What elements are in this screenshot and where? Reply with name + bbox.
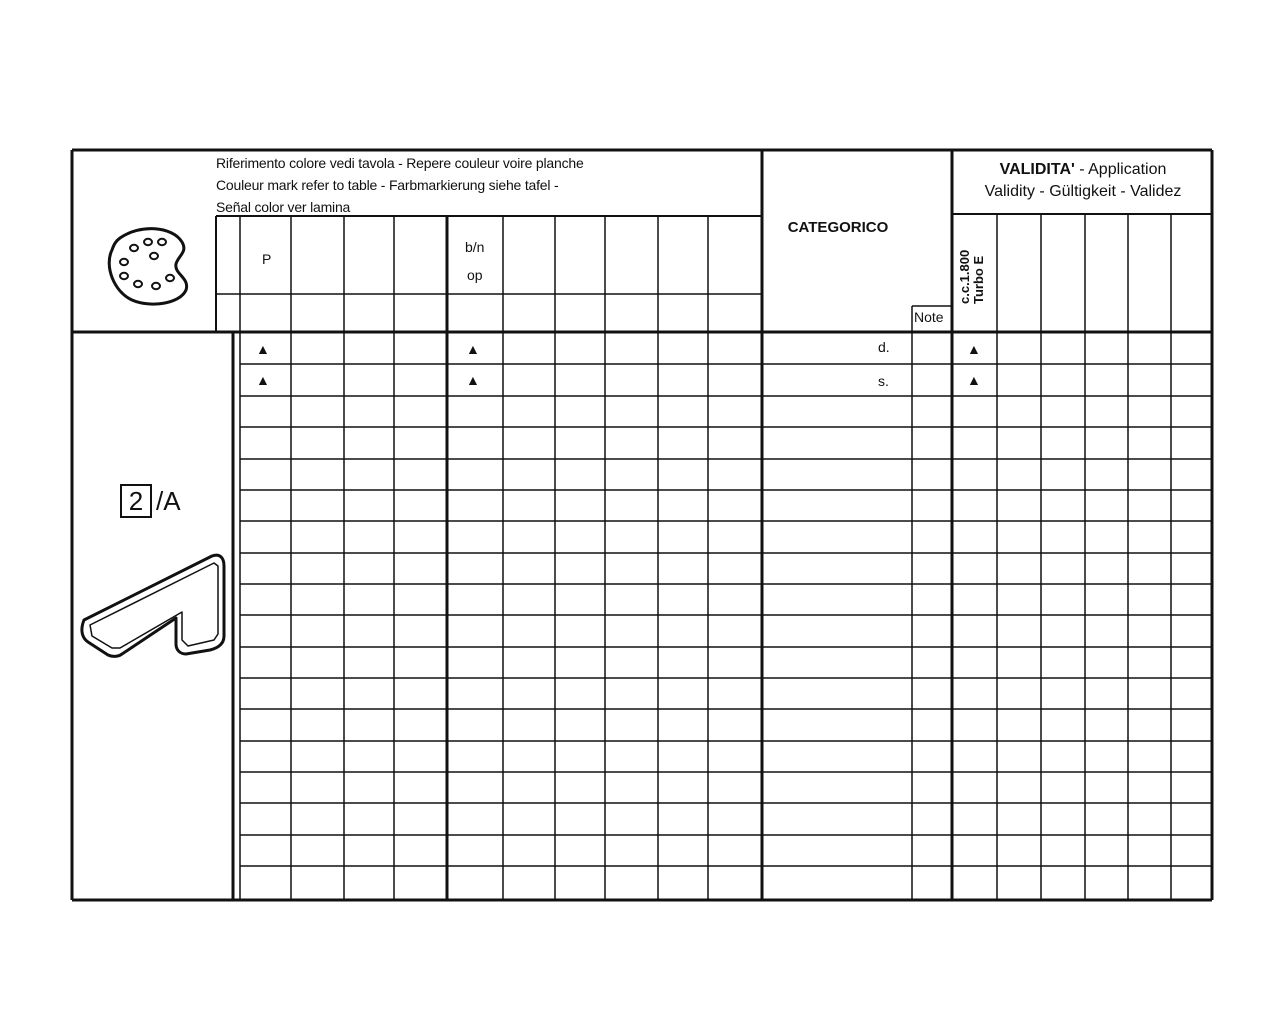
row-1-validity-mark: ▲ (967, 341, 981, 357)
validity-heading-line-1 (954, 162, 1212, 178)
categorico-heading: CATEGORICO (787, 219, 889, 236)
row-1-side: d. (878, 339, 890, 355)
validita-label: VALIDITA' (999, 161, 1075, 178)
color-reference-line-2: Couleur mark refer to table - Farbmarkierung siehe tafel - (216, 177, 559, 193)
row-2-side: s. (878, 373, 889, 389)
row-1-bn-mark: ▲ (466, 341, 480, 357)
engine-line-1: c.c.1.800 (957, 249, 972, 304)
validity-heading-line-2: Validity - Gültigkeit - Validez (984, 183, 1182, 200)
bracket-part-illustration (82, 555, 224, 656)
part-code (120, 484, 181, 518)
column-bn-heading: b/n (465, 239, 485, 255)
engine-line-2: Turbo E (971, 255, 986, 304)
color-reference-line-3: Señal color ver lamina (216, 199, 351, 215)
note-heading: Note (914, 309, 944, 325)
row-1-p-mark: ▲ (256, 341, 270, 357)
palette-icon (109, 229, 186, 304)
column-op-heading: op (467, 267, 483, 283)
application-label: - Application (1074, 161, 1167, 178)
color-reference-line-1: Riferimento colore vedi tavola - Repere couleur voire planche (216, 155, 584, 171)
row-2-bn-mark: ▲ (466, 372, 480, 388)
part-box-number: 2 (120, 484, 152, 518)
engine-variant-heading (958, 232, 998, 304)
row-2-p-mark: ▲ (256, 372, 270, 388)
part-suffix: /A (156, 486, 181, 516)
column-p-heading: P (262, 251, 272, 267)
row-2-validity-mark: ▲ (967, 372, 981, 388)
